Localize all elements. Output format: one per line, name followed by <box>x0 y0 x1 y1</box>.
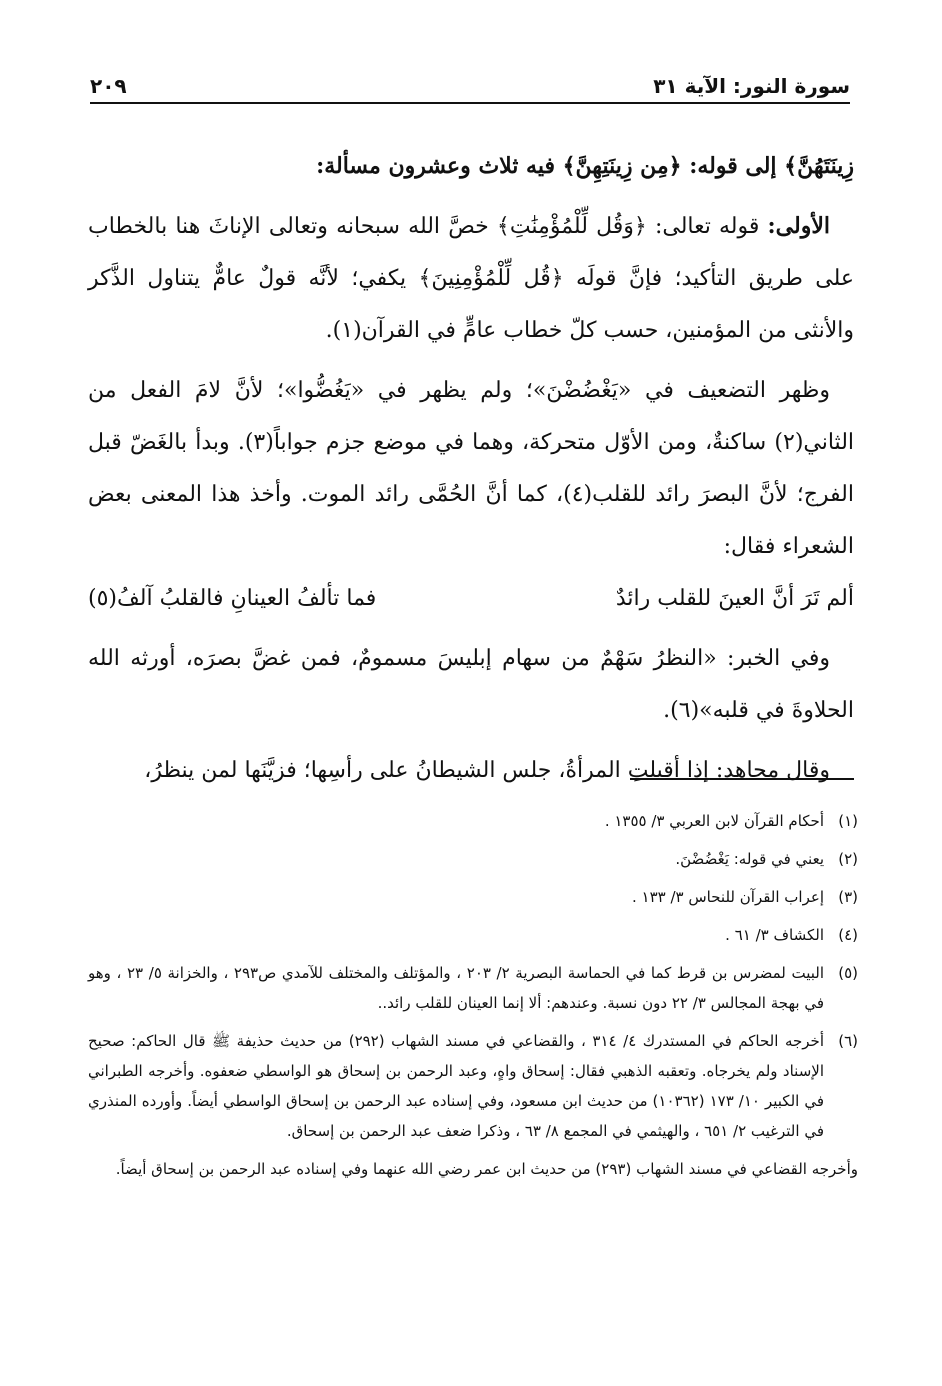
paragraph-third: وفي الخبر: «النظرُ سَهْمٌ من سهام إبليسَ مسمومٌ، فمن غضَّ بصرَه، أورثه الله الحلاوةَ في قلبه»(٦). <box>88 646 854 723</box>
running-header <box>90 62 850 104</box>
footnotes <box>88 806 858 1192</box>
footnote-2 <box>88 844 858 874</box>
footnote-number: (٢) <box>838 850 858 868</box>
footnote-text: إعراب القرآن للنحاس ٣/ ١٣٣ . <box>631 888 824 906</box>
footnote-6 <box>88 1026 858 1146</box>
footnote-text: البيت لمضرس بن قرط كما في الحماسة البصرية ٢/ ٢٠٣ ، والمؤتلف والمختلف للآمدي ص٢٩٣ ، والخزانة ٥/ ٢٣ ، وهو في بهجة المجالس ٣/ ٢٢ دون نسبة. وعندهم: ألا إنما العينان للقلب رائد.. <box>88 964 825 1012</box>
header-title: سورة النور: الآية ٣١ <box>653 74 850 98</box>
opening-line: زِينَتَهُنَّ﴾ إلى قوله: ﴿مِن زِينَتِهِنَّ﴾ فيه ثلاث وعشرون مسألة: <box>316 153 854 179</box>
paragraph-fourth: وقال مجاهد: إذا أقبلتِ المرأةُ، جلس الشيطانُ على رأسِها؛ فزيَّنَها لمن ينظرُ، <box>144 758 830 783</box>
paragraph-first <box>88 200 854 357</box>
poetry-verse <box>88 573 854 625</box>
footnote-4 <box>88 920 858 950</box>
footnote-text: الكشاف ٣/ ٦١ . <box>725 926 824 944</box>
paragraph-second: وظهر التضعيف في «يَغْضُضْنَ»؛ ولم يظهر في «يَغُضُّوا»؛ لأنَّ لامَ الفعل من الثاني(٢) ساكنةٌ، ومن الأوّل متحركة، وهما في موضع جزم جواباً(٣). وبدأ بالغَضّ قبل الفرج؛ لأنَّ البصرَ رائد للقلب(٤)، كما أنَّ الحُمَّى رائد الموت. وأخذ هذا المعنى بعض الشعراء فقال: <box>88 378 855 559</box>
footnote-text: أخرجه الحاكم في المستدرك ٤/ ٣١٤ ، والقضاعي في مسند الشهاب (٢٩٢) من حديث حذيفة ﷺ قال الحاكم: صحيح الإسناد ولم يخرجاه. وتعقبه الذهبي فقال: إسحاق واهٍ، وعبد الرحمن بن إسحاق هو الواسطي ضعفوه. وأخرجه الطبراني في الكبير ١٠/ ١٧٣ (١٠٣٦٢) من حديث ابن مسعود، وفي إسناده عبد الرحمن بن إسحاق الواسطي أيضاً. وأورده المنذري في الترغيب ٢/ ٦٥١ ، والهيثمي في المجمع ٨/ ٦٣ ، وذكرا ضعف عبد الرحمن بن إسحاق. <box>88 1032 825 1140</box>
main-text <box>88 140 854 797</box>
footnote-1 <box>88 806 858 836</box>
verse-first-hemistich: ألم تَرَ أنَّ العينَ للقلب رائدٌ <box>615 586 854 611</box>
footnote-number: (٤) <box>838 926 858 944</box>
footnote-number: (٥) <box>838 964 858 982</box>
footnote-text: أحكام القرآن لابن العربي ٣/ ١٣٥٥ . <box>604 812 824 830</box>
footnote-text: يعني في قوله: يَغْضُضْنَ. <box>675 850 824 868</box>
footnote-divider <box>630 778 854 780</box>
paragraph-first-text: قوله تعالى: ﴿وَقُل لِّلْمُؤْمِنَٰتِ﴾ خصَّ الله سبحانه وتعالى الإناثَ هنا بالخطاب على طريق التأكيد؛ فإنَّ قولَه ﴿قُل لِّلْمُؤْمِنِينَ﴾ يكفي؛ لأنَّه قولٌ عامٌّ يتناول الذَّكر والأنثى من المؤمنين، حسب كلّ خطاب عامٍّ في القرآن(١). <box>88 214 854 343</box>
footnote-number: (٣) <box>838 888 858 906</box>
paragraph-first-lead: الأولى: <box>767 213 830 239</box>
verse-second-hemistich: فما تألفُ العينانِ فالقلبُ آلفُ(٥) <box>88 586 377 611</box>
footnote-number: (١) <box>838 812 858 830</box>
footnote-5 <box>88 958 858 1018</box>
page-number: ٢٠٩ <box>90 74 127 98</box>
footnote-6-continuation: وأخرجه القضاعي في مسند الشهاب (٢٩٣) من حديث ابن عمر رضي الله عنهما وفي إسناده عبد الرحمن بن إسحاق أيضاً. <box>115 1160 858 1178</box>
footnote-3 <box>88 882 858 912</box>
footnote-number: (٦) <box>838 1032 858 1050</box>
